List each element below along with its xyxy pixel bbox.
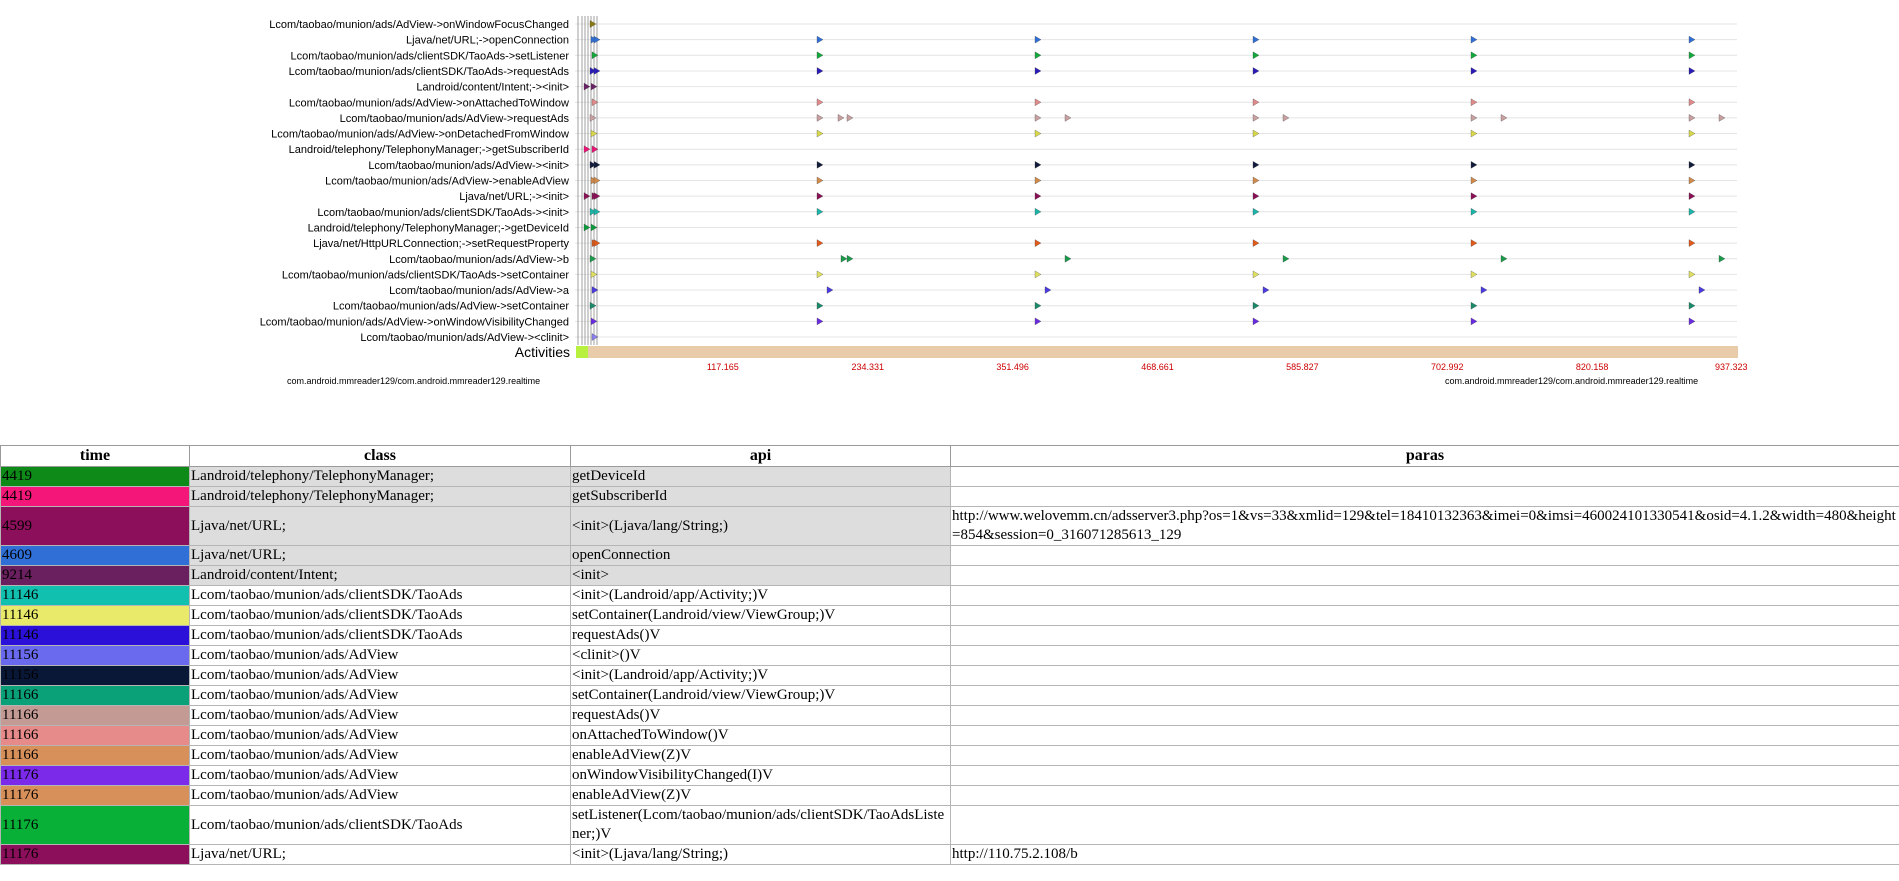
call-marker[interactable]	[1283, 114, 1289, 121]
api-row-label: Landroid/telephony/TelephonyManager;->getDeviceId	[307, 222, 569, 235]
tick-label: 820.158	[1575, 362, 1609, 372]
call-marker[interactable]	[1471, 161, 1477, 168]
paras-cell	[951, 666, 1899, 686]
call-marker[interactable]	[1689, 177, 1695, 184]
call-marker[interactable]	[1253, 130, 1259, 137]
api-row-label: Ljava/net/HttpURLConnection;->setRequestProperty	[313, 238, 569, 251]
time-cell: 11146	[1, 626, 190, 646]
time-cell: 11176	[1, 786, 190, 806]
api-row-labels	[260, 19, 570, 344]
call-marker[interactable]	[817, 318, 823, 325]
paras-cell	[951, 726, 1899, 746]
paras-cell	[951, 786, 1899, 806]
call-marker[interactable]	[1035, 161, 1041, 168]
api-row-label: Lcom/taobao/munion/ads/AdView->onWindowVisibilityChanged	[259, 316, 569, 329]
time-cell: 4599	[1, 507, 190, 546]
table-row[interactable]	[1, 786, 1899, 806]
api-row-label: Lcom/taobao/munion/ads/AdView->b	[389, 253, 569, 266]
api-row-label: Lcom/taobao/munion/ads/clientSDK/TaoAds->setContainer	[281, 269, 569, 282]
call-marker[interactable]	[1263, 287, 1269, 294]
table-row[interactable]	[1, 566, 1899, 586]
tick-end-label: 937.323	[1715, 362, 1748, 372]
call-marker[interactable]	[1471, 193, 1477, 200]
call-marker[interactable]	[1471, 114, 1477, 121]
call-marker[interactable]	[817, 67, 823, 74]
call-marker[interactable]	[1253, 271, 1259, 278]
call-marker[interactable]	[1283, 255, 1289, 262]
time-cell: 11176	[1, 845, 190, 865]
paras-cell	[951, 626, 1899, 646]
tick-label: 702.992	[1430, 362, 1464, 372]
time-cell: 11156	[1, 666, 190, 686]
api-row-label: Lcom/taobao/munion/ads/AdView-><init>	[368, 159, 569, 172]
class-cell: Landroid/telephony/TelephonyManager;	[190, 487, 571, 507]
activity-bar-start[interactable]	[576, 346, 588, 358]
call-marker[interactable]	[817, 177, 823, 184]
call-marker[interactable]	[1253, 52, 1259, 59]
paras-cell	[951, 686, 1899, 706]
call-marker[interactable]	[1689, 271, 1695, 278]
call-marker[interactable]	[1035, 193, 1041, 200]
call-marker[interactable]	[1471, 271, 1477, 278]
call-marker[interactable]	[584, 193, 590, 200]
time-cell: 11146	[1, 606, 190, 626]
class-cell: Lcom/taobao/munion/ads/clientSDK/TaoAds	[190, 806, 571, 845]
api-cell: <init>(Landroid/app/Activity;)V	[571, 666, 951, 686]
call-marker[interactable]	[1471, 208, 1477, 215]
time-cell: 11166	[1, 706, 190, 726]
table-row[interactable]	[1, 646, 1899, 666]
class-cell: Lcom/taobao/munion/ads/AdView	[190, 726, 571, 746]
paras-cell	[951, 766, 1899, 786]
class-cell: Lcom/taobao/munion/ads/AdView	[190, 706, 571, 726]
api-row-label: Lcom/taobao/munion/ads/AdView->onDetachedFromWindow	[271, 128, 569, 141]
time-cell: 11156	[1, 646, 190, 666]
call-marker[interactable]	[817, 130, 823, 137]
api-cell: <init>(Ljava/lang/String;)	[571, 845, 951, 865]
time-cell: 9214	[1, 566, 190, 586]
paras-cell	[951, 706, 1899, 726]
api-call-table	[0, 445, 1899, 865]
api-cell: enableAdView(Z)V	[571, 746, 951, 766]
call-marker[interactable]	[841, 255, 847, 262]
header-class[interactable]: class	[190, 446, 571, 467]
call-marker[interactable]	[1035, 67, 1041, 74]
call-marker[interactable]	[1471, 67, 1477, 74]
call-marker[interactable]	[584, 83, 590, 90]
call-marker[interactable]	[1501, 114, 1507, 121]
time-axis-ticks	[707, 362, 1608, 372]
paras-cell: http://www.welovemm.cn/adsserver3.php?os=1&vs=33&xmlid=129&tel=18410132363&imei=0&imsi=460024101330541&osid=4.1.2&width=480&height=854&session=0_316071285613_129	[951, 507, 1899, 546]
activity-label-left: com.android.mmreader129/com.android.mmreader129.realtime	[287, 376, 541, 386]
api-row-label: Lcom/taobao/munion/ads/AdView->enableAdView	[325, 175, 569, 188]
time-cell: 11146	[1, 586, 190, 606]
class-cell: Lcom/taobao/munion/ads/clientSDK/TaoAds	[190, 606, 571, 626]
api-row-label: Lcom/taobao/munion/ads/clientSDK/TaoAds-><init>	[317, 206, 569, 219]
call-marker[interactable]	[1689, 240, 1695, 247]
table-row[interactable]	[1, 606, 1899, 626]
api-row-label: Ljava/net/URL;->openConnection	[406, 34, 569, 47]
call-marker[interactable]	[1471, 318, 1477, 325]
call-marker[interactable]	[847, 114, 853, 121]
api-row-label: Ljava/net/URL;-><init>	[459, 191, 569, 204]
call-marker[interactable]	[1253, 161, 1259, 168]
call-marker[interactable]	[590, 21, 596, 28]
call-marker[interactable]	[1253, 99, 1259, 106]
table-row[interactable]	[1, 746, 1899, 766]
time-cell: 11176	[1, 766, 190, 786]
timeline-grid	[575, 16, 1737, 345]
call-marker[interactable]	[1035, 302, 1041, 309]
call-marker[interactable]	[1253, 302, 1259, 309]
api-row-label: Lcom/taobao/munion/ads/clientSDK/TaoAds->requestAds	[288, 65, 569, 78]
api-row-label: Lcom/taobao/munion/ads/AdView->requestAds	[339, 112, 569, 125]
table-row[interactable]	[1, 726, 1899, 746]
api-cell: enableAdView(Z)V	[571, 786, 951, 806]
class-cell: Ljava/net/URL;	[190, 546, 571, 566]
header-time[interactable]: time	[1, 446, 190, 467]
activity-bar[interactable]	[576, 346, 1738, 358]
header-paras[interactable]: paras	[951, 446, 1899, 467]
call-marker[interactable]	[1253, 318, 1259, 325]
call-marker[interactable]	[1719, 114, 1725, 121]
call-marker[interactable]	[1253, 177, 1259, 184]
table-header-row	[1, 446, 1899, 467]
call-marker[interactable]	[1253, 67, 1259, 74]
call-marker[interactable]	[1699, 287, 1705, 294]
time-cell: 11176	[1, 806, 190, 845]
call-marker[interactable]	[1689, 99, 1695, 106]
api-call-timeline	[0, 0, 1899, 400]
paras-cell	[951, 646, 1899, 666]
api-row-label: Lcom/taobao/munion/ads/clientSDK/TaoAds->setListener	[290, 50, 569, 63]
api-row-label: Lcom/taobao/munion/ads/AdView-><clinit>	[360, 332, 569, 344]
call-marker[interactable]	[817, 208, 823, 215]
time-cell: 11166	[1, 726, 190, 746]
call-marker[interactable]	[1065, 255, 1071, 262]
call-marker[interactable]	[817, 240, 823, 247]
table-row[interactable]	[1, 626, 1899, 646]
call-marker[interactable]	[1689, 36, 1695, 43]
call-marker[interactable]	[817, 271, 823, 278]
api-cell: openConnection	[571, 546, 951, 566]
api-cell: setContainer(Landroid/view/ViewGroup;)V	[571, 606, 951, 626]
call-marker[interactable]	[1689, 302, 1695, 309]
call-marker[interactable]	[1035, 130, 1041, 137]
call-marker[interactable]	[1689, 114, 1695, 121]
call-marker[interactable]	[817, 36, 823, 43]
tick-label: 468.661	[1141, 362, 1174, 372]
call-marker[interactable]	[1035, 36, 1041, 43]
time-cell: 11166	[1, 746, 190, 766]
call-marker[interactable]	[1719, 255, 1725, 262]
table-row[interactable]	[1, 507, 1899, 546]
call-marker[interactable]	[1689, 130, 1695, 137]
call-marker[interactable]	[1035, 177, 1041, 184]
call-marker[interactable]	[590, 302, 596, 309]
paras-cell	[951, 487, 1899, 507]
call-marker[interactable]	[817, 114, 823, 121]
paras-cell	[951, 606, 1899, 626]
tick-label: 585.827	[1286, 362, 1319, 372]
call-marker[interactable]	[1253, 240, 1259, 247]
call-marker[interactable]	[1253, 208, 1259, 215]
call-marker[interactable]	[1471, 240, 1477, 247]
class-cell: Landroid/content/Intent;	[190, 566, 571, 586]
call-marker[interactable]	[1035, 240, 1041, 247]
tick-label: 351.496	[996, 362, 1029, 372]
table-row[interactable]	[1, 766, 1899, 786]
table-row[interactable]	[1, 586, 1899, 606]
api-row-label: Landroid/telephony/TelephonyManager;->getSubscriberId	[288, 144, 569, 157]
api-row-label: Lcom/taobao/munion/ads/AdView->a	[389, 285, 569, 298]
api-cell: onWindowVisibilityChanged(I)V	[571, 766, 951, 786]
call-marker[interactable]	[1035, 271, 1041, 278]
table-row[interactable]	[1, 666, 1899, 686]
activities-axis-label: Activities	[514, 344, 570, 360]
time-cell: 11166	[1, 686, 190, 706]
class-cell: Lcom/taobao/munion/ads/AdView	[190, 766, 571, 786]
call-marker[interactable]	[1471, 130, 1477, 137]
call-marker[interactable]	[1471, 302, 1477, 309]
call-marker[interactable]	[817, 193, 823, 200]
call-marker[interactable]	[1035, 114, 1041, 121]
call-marker[interactable]	[1689, 67, 1695, 74]
api-cell: <init>	[571, 566, 951, 586]
call-marker[interactable]	[817, 99, 823, 106]
call-marker[interactable]	[1689, 52, 1695, 59]
api-row-label: Lcom/taobao/munion/ads/AdView->setContainer	[332, 300, 569, 313]
class-cell: Ljava/net/URL;	[190, 507, 571, 546]
call-marker[interactable]	[1065, 114, 1071, 121]
api-row-label: Landroid/content/Intent;-><init>	[416, 81, 569, 94]
call-marker[interactable]	[1689, 193, 1695, 200]
class-cell: Landroid/telephony/TelephonyManager;	[190, 467, 571, 487]
time-cell: 4419	[1, 487, 190, 507]
time-cell: 4609	[1, 546, 190, 566]
call-marker[interactable]	[1035, 52, 1041, 59]
class-cell: Lcom/taobao/munion/ads/AdView	[190, 666, 571, 686]
table-row[interactable]	[1, 467, 1899, 487]
call-marker[interactable]	[817, 302, 823, 309]
table-row[interactable]	[1, 686, 1899, 706]
paras-cell	[951, 806, 1899, 845]
time-cell: 4419	[1, 467, 190, 487]
table-row[interactable]	[1, 546, 1899, 566]
paras-cell	[951, 746, 1899, 766]
api-cell: <clinit>()V	[571, 646, 951, 666]
table-row[interactable]	[1, 706, 1899, 726]
paras-cell	[951, 566, 1899, 586]
api-cell: setContainer(Landroid/view/ViewGroup;)V	[571, 686, 951, 706]
class-cell: Lcom/taobao/munion/ads/AdView	[190, 646, 571, 666]
call-marker[interactable]	[838, 114, 844, 121]
api-cell: getSubscriberId	[571, 487, 951, 507]
tick-label: 117.165	[706, 362, 739, 372]
call-marker[interactable]	[817, 161, 823, 168]
table-row[interactable]	[1, 487, 1899, 507]
call-marker[interactable]	[584, 146, 590, 153]
table-row[interactable]	[1, 845, 1899, 865]
class-cell: Lcom/taobao/munion/ads/AdView	[190, 786, 571, 806]
paras-cell	[951, 546, 1899, 566]
call-marker[interactable]	[1471, 52, 1477, 59]
paras-cell: http://110.75.2.108/b	[951, 845, 1899, 865]
api-cell: requestAds()V	[571, 626, 951, 646]
paras-cell	[951, 467, 1899, 487]
class-cell: Lcom/taobao/munion/ads/AdView	[190, 746, 571, 766]
call-marker[interactable]	[1471, 177, 1477, 184]
table-row[interactable]	[1, 806, 1899, 845]
call-marker[interactable]	[1471, 36, 1477, 43]
call-marker[interactable]	[1481, 287, 1487, 294]
call-marker[interactable]	[1035, 99, 1041, 106]
class-cell: Lcom/taobao/munion/ads/AdView	[190, 686, 571, 706]
class-cell: Lcom/taobao/munion/ads/clientSDK/TaoAds	[190, 626, 571, 646]
api-cell: onAttachedToWindow()V	[571, 726, 951, 746]
api-cell: setListener(Lcom/taobao/munion/ads/clientSDK/TaoAdsListener;)V	[571, 806, 951, 845]
call-marker[interactable]	[1253, 114, 1259, 121]
class-cell: Lcom/taobao/munion/ads/clientSDK/TaoAds	[190, 586, 571, 606]
api-cell: getDeviceId	[571, 467, 951, 487]
call-marker[interactable]	[1253, 36, 1259, 43]
api-row-label: Lcom/taobao/munion/ads/AdView->onAttachedToWindow	[288, 97, 569, 110]
class-cell: Ljava/net/URL;	[190, 845, 571, 865]
call-marker[interactable]	[590, 255, 596, 262]
api-cell: <init>(Landroid/app/Activity;)V	[571, 586, 951, 606]
tick-label: 234.331	[851, 362, 885, 372]
call-marker[interactable]	[1471, 99, 1477, 106]
call-marker[interactable]	[817, 52, 823, 59]
call-marker[interactable]	[1689, 161, 1695, 168]
call-marker[interactable]	[827, 287, 833, 294]
call-marker[interactable]	[1689, 208, 1695, 215]
call-marker[interactable]	[1035, 208, 1041, 215]
call-marker[interactable]	[1501, 255, 1507, 262]
call-marker[interactable]	[1035, 318, 1041, 325]
call-marker[interactable]	[1253, 193, 1259, 200]
paras-cell	[951, 586, 1899, 606]
api-cell: requestAds()V	[571, 706, 951, 726]
activity-label-right: com.android.mmreader129/com.android.mmreader129.realtime	[1445, 376, 1699, 386]
api-cell: <init>(Ljava/lang/String;)	[571, 507, 951, 546]
call-marker[interactable]	[584, 224, 590, 231]
api-row-label: Lcom/taobao/munion/ads/AdView->onWindowFocusChanged	[269, 19, 569, 31]
call-marker[interactable]	[590, 114, 596, 121]
call-marker[interactable]	[1689, 318, 1695, 325]
call-marker[interactable]	[847, 255, 853, 262]
header-api[interactable]: api	[571, 446, 951, 467]
call-marker[interactable]	[1045, 287, 1051, 294]
